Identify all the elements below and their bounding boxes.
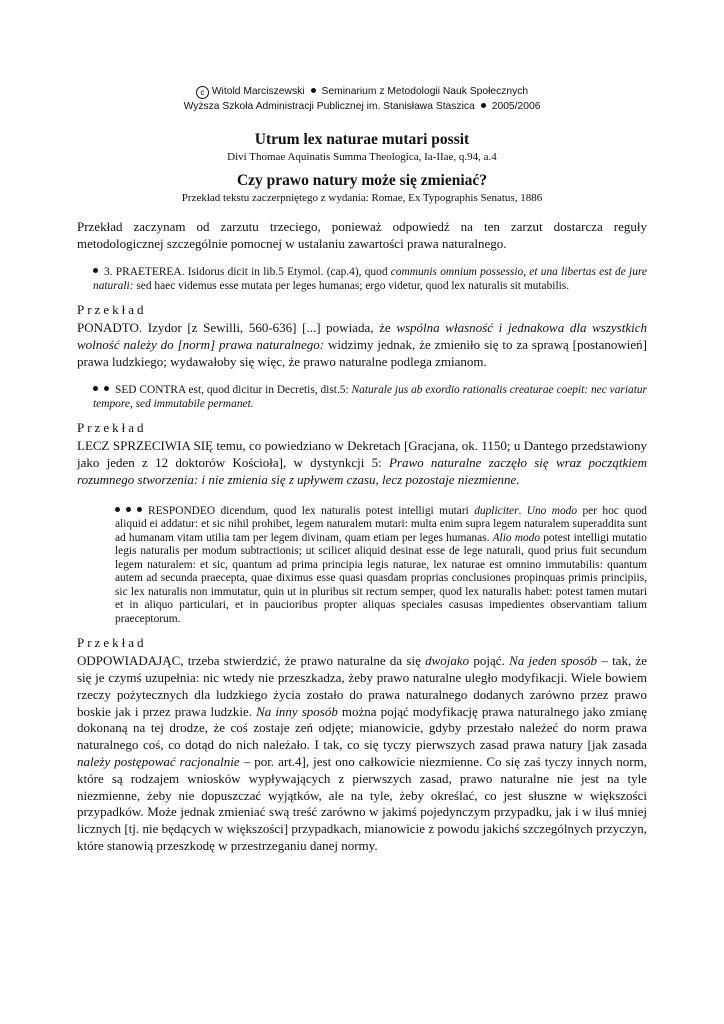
latin-passage-2: SED CONTRA est, quod dicitur in Decretis, dist.5: Naturale jus ab exordio rationalis creaturae coepit: nec variatur tempore, sed immutabile permanet. <box>93 384 647 410</box>
bullet-icon <box>137 507 142 512</box>
przeklad-label: Przekład <box>77 635 147 651</box>
translation-1: PONADTO. Izydor [z Sewilli, 560-636] [...] powiada, że wspólna własność i jednakowa dla wszystkich wolność należy do [norm] prawa naturalnego: widzimy jednak, że zmieniło się to za sprawą [postanowień] prawa ludzkiego; wydawałoby się więc, że prawo naturalne podlega zmianom. <box>77 320 648 369</box>
latin-source: Divi Thomae Aquinatis Summa Theologica, Ia-IIae, q.94, a.4 <box>227 151 497 163</box>
polish-title: Czy prawo natury może się zmieniać? <box>236 172 488 189</box>
przeklad-label: Przekład <box>77 302 147 317</box>
translation-2: LECZ SPRZECIWIA SIĘ temu, co powiedziano w Dekretach [Gracjana, ok. 1150; u Dantego przedstawiony jako jeden z 12 doktorów Kościoła], w dystynkcji 5: Prawo naturalne zaczęło się wraz początkiem rozumnego stworzenia: i nie zmienia się z upływem czasu, lecz pozostaje niezmienne. <box>77 438 647 487</box>
latin-title: Utrum lex naturae mutari possit <box>254 131 470 148</box>
bullet-icon <box>126 507 131 512</box>
bullet-icon <box>104 386 109 391</box>
translation-3: ODPOWIADAJĄC, trzeba stwierdzić, że prawo naturalne da się dwojako pojąć. Na jeden sposób – tak, że się je czymś uzupełnia: nic wtedy nie przeszkadza, żeby prawo naturalne uległo modyfikacji. Wiele bowiem rzeczy pożytecznych dla ludzkiego życia zostało do prawa naturalnego dodanych zarówno przez prawo boskie jak i przez prawa ludzkie. Na inny sposób można pojąć modyfikację prawa naturalnego jako zmianę dokonaną na tej drodze, że coś zostaje zeń odjęte; mianowicie, gdyby przestało należeć do norm prawa naturalnego coś, co dotąd do nich należało. I tak, co się tyczy pierwszych zasad prawa natury [jak zasada należy postępować racjonalnie – por. art.4], jest ono całkowicie niezmienne. Co się zaś tyczy innych norm, które są rodzajem wniosków wypływających z pierwszych zasad, prawo naturalne nie jest na tyle niezmienne, żeby nie dopuszczać wyjątków, ale na tyle, żeby określać, co jest słuszne w większości przypadków. Może jednak zmieniać swą treść zarówno w jakimś pojedynczym przypadku, jak i w iluś mniej licznych [tj. nie będących w większości] przypadkach, mianowicie z powodu jakichś szczególnych przyczyn, które stanowią przeszkodę w przestrzeganiu danej normy. <box>77 653 648 854</box>
academic-year: 2005/2006 <box>491 101 541 112</box>
latin-passage-1: 3. PRAETEREA. Isidorus dicit in lib.5 Etymol. (cap.4), quod communis omnium possessio, et una libertas est de jure naturali: sed haec videmus esse mutata per leges humanas; ergo videtur, quod lex naturalis sit mutabilis. <box>93 266 647 292</box>
polish-source: Przekład tekstu zaczerpniętego z wydania: Romae, Ex Typographis Senatus, 1886 <box>181 192 543 204</box>
bullet-icon <box>481 103 486 108</box>
intro-paragraph: Przekład zaczynam od zarzutu trzeciego, ponieważ odpowiedź na ten zarzut dostarcza reguły metodologicznej szczególnie pomocnej w ustalaniu zawartości prawa naturalnego. <box>77 219 647 251</box>
copyright-icon: c <box>196 86 209 99</box>
header-line-2 <box>77 99 647 114</box>
przeklad-label: Przekład <box>77 420 147 436</box>
bullet-icon <box>311 88 316 93</box>
header-line-1 <box>77 0 647 99</box>
bullet-icon <box>115 507 120 512</box>
school-name: Wyższa Szkoła Administracji Publicznej im. Stanisława Staszica <box>183 101 475 112</box>
bullet-icon <box>93 268 98 273</box>
author: Witold Marciszewski <box>211 86 305 97</box>
bullet-icon <box>93 386 98 391</box>
seminar-name: Seminarium z Metodologii Nauk Społecznych <box>321 86 529 97</box>
latin-passage-3: RESPONDEO dicendum, quod lex naturalis potest intelligi mutari dupliciter. Uno modo per hoc quod aliquid ei addatur: et sic nihil prohibet, legem naturalem mutari: multa enim supra legem naturalem superaddita sunt ad humanam vitam utilia tam per legem divinam, quam etiam per leges humanas. Alio modo potest intelligi mutatio legis naturalis per modum subtractionis; ut scilicet aliquid desinat esse de lege naturali, quod prius fuit secundum legem naturalem: et sic, quantum ad prima principia legis naturae, lex naturae est omnino immutabilis: quantum autem ad secunda praecepta, quae diximus esse quasi quasdam proprias conclusiones propinquas primis principiis, sic lex naturalis non immutatur, quin ut in pluribus sit rectum semper, quod lex naturalis habet: potest tamen mutari et in aliquo particulari, et in paucioribus propter aliquas speciales casusas impedientes observantiam talium praeceptorum. <box>115 504 647 625</box>
